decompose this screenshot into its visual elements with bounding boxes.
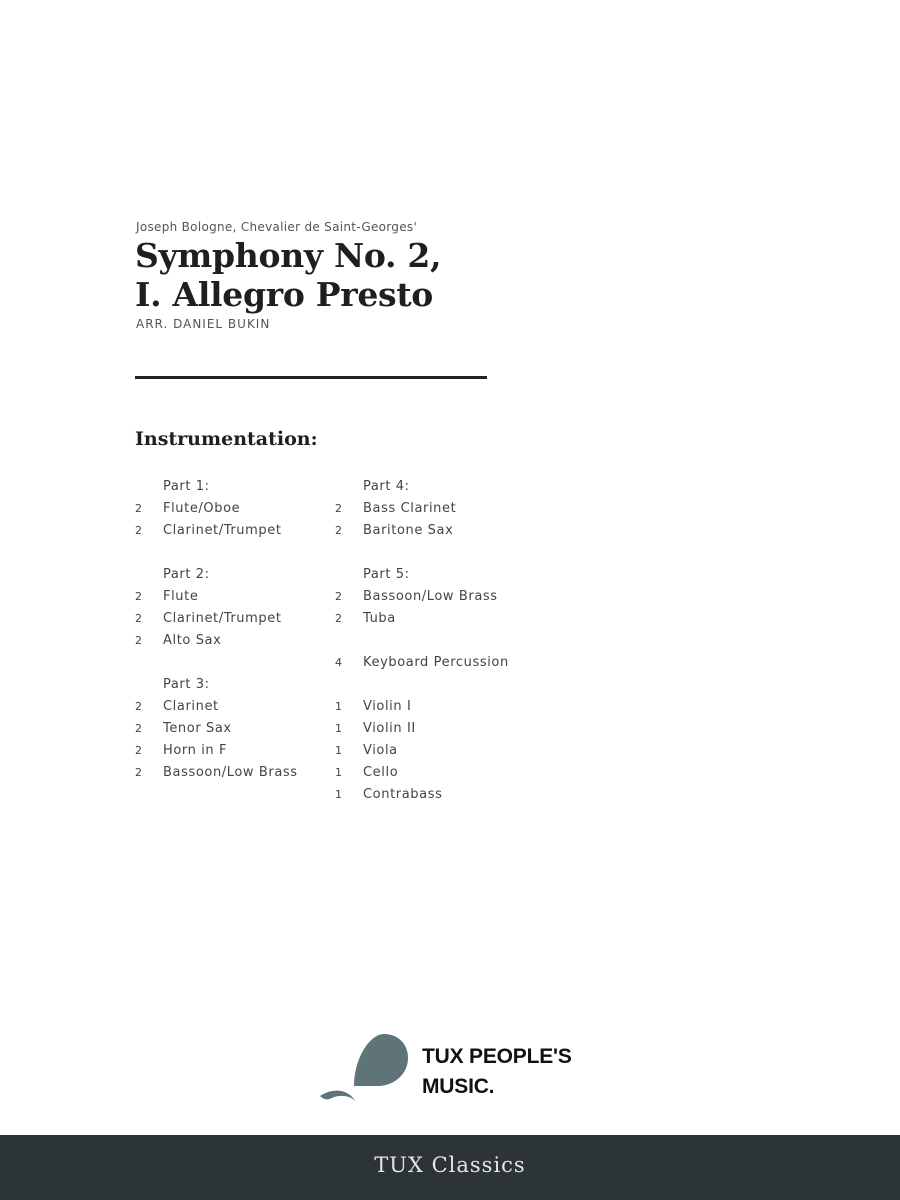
piece-title	[135, 236, 441, 314]
instrument-name: Clarinet/Trumpet	[163, 523, 282, 538]
instrument-quantity: 2	[135, 722, 143, 735]
speech-bubble-wave-icon	[318, 1030, 418, 1110]
instrument-quantity: 1	[335, 766, 343, 779]
publisher-name-line-2: MUSIC.	[422, 1075, 495, 1098]
publisher-name	[422, 1042, 572, 1102]
instrument-quantity: 2	[135, 634, 143, 647]
instrument-quantity: 2	[135, 744, 143, 757]
instrument-name: Contrabass	[363, 787, 443, 802]
instrument-quantity: 2	[135, 502, 143, 515]
instrument-quantity: 2	[135, 590, 143, 603]
instrument-name: Horn in F	[163, 743, 228, 758]
part-label: Part 2:	[163, 567, 210, 582]
instrument-name: Tenor Sax	[163, 721, 232, 736]
instrument-quantity: 2	[135, 700, 143, 713]
instrumentation-heading: Instrumentation:	[135, 428, 318, 450]
instrument-name: Violin II	[363, 721, 416, 736]
publisher-name-line-1: TUX PEOPLE'S	[422, 1045, 572, 1068]
footer-bar	[0, 1135, 900, 1200]
instrument-quantity: 2	[335, 524, 343, 537]
instrument-quantity: 2	[335, 612, 343, 625]
instrument-name: Alto Sax	[163, 633, 222, 648]
instrument-name: Bass Clarinet	[363, 501, 457, 516]
instrument-quantity: 1	[335, 744, 343, 757]
instrument-name: Bassoon/Low Brass	[363, 589, 498, 604]
arranger-credit: ARR. DANIEL BUKIN	[136, 317, 271, 331]
instrument-name: Tuba	[363, 611, 396, 626]
instrument-name: Violin I	[363, 699, 412, 714]
instrument-name: Bassoon/Low Brass	[163, 765, 298, 780]
instrument-name: Clarinet	[163, 699, 219, 714]
part-label: Part 4:	[363, 479, 410, 494]
part-label: Part 5:	[363, 567, 410, 582]
instrument-name: Keyboard Percussion	[363, 655, 509, 670]
part-label: Part 3:	[163, 677, 210, 692]
instrument-name: Clarinet/Trumpet	[163, 611, 282, 626]
part-label: Part 1:	[163, 479, 210, 494]
instrument-quantity: 1	[335, 788, 343, 801]
title-line-1: Symphony No. 2,	[135, 236, 442, 275]
instrument-quantity: 2	[335, 590, 343, 603]
instrument-quantity: 4	[335, 656, 343, 669]
instrument-quantity: 2	[135, 524, 143, 537]
instrument-name: Flute	[163, 589, 199, 604]
instrument-quantity: 2	[135, 612, 143, 625]
instrument-name: Cello	[363, 765, 399, 780]
instrument-name: Viola	[363, 743, 398, 758]
publisher-logo	[318, 1030, 608, 1110]
footer-label: TUX Classics	[374, 1153, 526, 1177]
instrument-quantity: 2	[135, 766, 143, 779]
instrument-name: Flute/Oboe	[163, 501, 241, 516]
instrument-quantity: 1	[335, 722, 343, 735]
instrument-name: Baritone Sax	[363, 523, 454, 538]
instrument-quantity: 2	[335, 502, 343, 515]
composer-credit: Joseph Bologne, Chevalier de Saint-Georges'	[136, 220, 418, 234]
title-divider	[135, 376, 487, 379]
title-line-2: I. Allegro Presto	[135, 275, 433, 314]
logo-bubble-shape	[354, 1034, 408, 1086]
logo-wave-shape	[320, 1091, 356, 1102]
instrument-quantity: 1	[335, 700, 343, 713]
